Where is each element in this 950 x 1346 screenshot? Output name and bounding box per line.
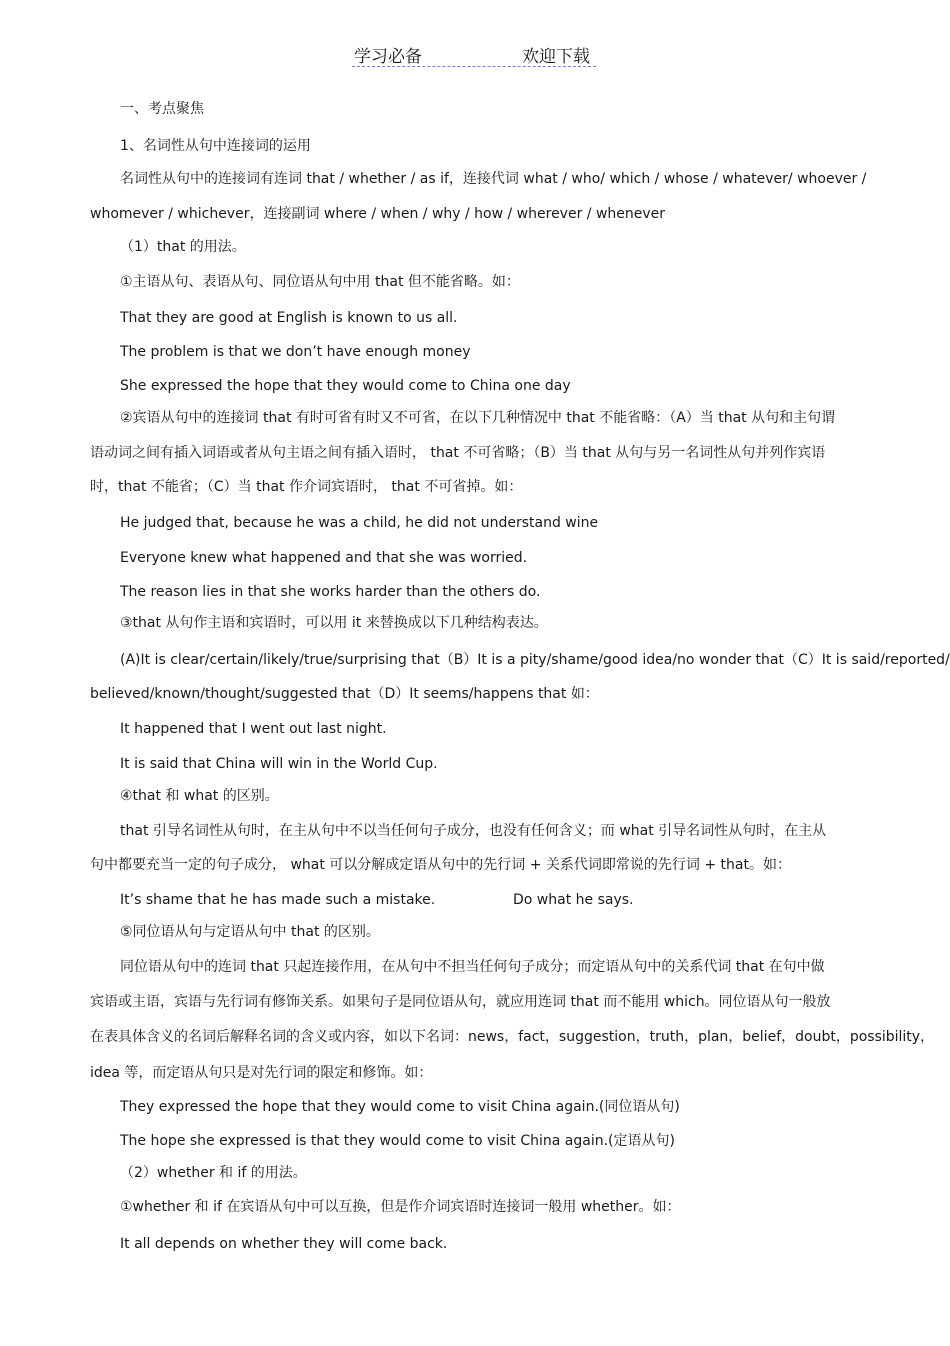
text-line: （2）whether 和 if 的用法。: [120, 1165, 307, 1181]
text-line: The reason lies in that she works harder than the others do.: [120, 584, 541, 600]
text-line: ①whether 和 if 在宾语从句中可以互换，但是作介词宾语时连接词一般用 whether。如：: [120, 1199, 681, 1215]
page-header: [352, 40, 596, 67]
text-line: 一、考点聚焦: [120, 101, 204, 117]
text-line: 1、名词性从句中连接词的运用: [120, 138, 311, 154]
text-line: 名词性从句中的连接词有连词 that / whether / as if，连接代词 what / who/ which / whose / whatever/ whoever /: [120, 171, 867, 187]
text-line: 句中都要充当一定的句子成分， what 可以分解成定语从句中的先行词 + 关系代词即常说的先行词 + that。如：: [90, 857, 791, 873]
text-line: 在表具体含义的名词后解释名词的含义或内容，如以下名词：news，fact，suggestion，truth，plan，belief，doubt，possibility，: [90, 1029, 935, 1045]
text-line: The problem is that we don’t have enough money: [120, 344, 471, 360]
text-line: That they are good at English is known to us all.: [120, 310, 458, 326]
text-line: whomever / whichever，连接副词 where / when / why / how / wherever / whenever: [90, 206, 666, 222]
text-line: ⑤同位语从句与定语从句中 that 的区别。: [120, 924, 380, 940]
text-line: It’s shame that he has made such a mistake.: [120, 892, 436, 908]
header-right: 欢迎下载: [522, 47, 590, 67]
text-line: 语动词之间有插入词语或者从句主语之间有插入语时， that 不可省略；（B）当 that 从句与另一名词性从句并列作宾语: [90, 445, 826, 461]
text-line: Everyone knew what happened and that she was worried.: [120, 550, 528, 566]
text-line: The hope she expressed is that they would come to visit China again.(定语从句): [120, 1133, 675, 1149]
text-line: ①主语从句、表语从句、同位语从句中用 that 但不能省略。如：: [120, 274, 520, 290]
text-line: It happened that I went out last night.: [120, 721, 387, 737]
text-line: 时，that 不能省；（C）当 that 作介词宾语时， that 不可省掉。如：: [90, 479, 523, 495]
text-line: Do what he says.: [513, 892, 634, 908]
text-line: that 引导名词性从句时，在主从句中不以当任何句子成分，也没有任何含义；而 what 引导名词性从句时，在主从: [120, 823, 827, 839]
text-line: (A)It is clear/certain/likely/true/surprising that（B）It is a pity/shame/good idea/no wonder that（C）It is said/reported/: [120, 652, 950, 668]
header-left: 学习必备: [354, 47, 422, 67]
text-line: （1）that 的用法。: [120, 239, 246, 255]
text-line: ②宾语从句中的连接词 that 有时可省有时又不可省，在以下几种情况中 that 不能省略：（A）当 that 从句和主句谓: [120, 410, 836, 426]
text-line: ④that 和 what 的区别。: [120, 788, 279, 804]
text-line: He judged that, because he was a child, he did not understand wine: [120, 515, 599, 531]
text-line: ③that 从句作主语和宾语时，可以用 it 来替换成以下几种结构表达。: [120, 615, 548, 631]
text-line: believed/known/thought/suggested that（D）It seems/happens that 如：: [90, 686, 599, 702]
text-line: She expressed the hope that they would come to China one day: [120, 378, 571, 394]
text-line: idea 等，而定语从句只是对先行词的限定和修饰。如：: [90, 1065, 433, 1081]
text-line: 宾语或主语，宾语与先行词有修饰关系。如果句子是同位语从句，就应用连词 that 而不能用 which。同位语从句一般放: [90, 994, 831, 1010]
text-line: 同位语从句中的连词 that 只起连接作用，在从句中不担当任何句子成分；而定语从句中的关系代词 that 在句中做: [120, 959, 825, 975]
text-line: They expressed the hope that they would come to visit China again.(同位语从句): [120, 1099, 680, 1115]
text-line: It is said that China will win in the World Cup.: [120, 756, 438, 772]
text-line: It all depends on whether they will come back.: [120, 1236, 448, 1252]
